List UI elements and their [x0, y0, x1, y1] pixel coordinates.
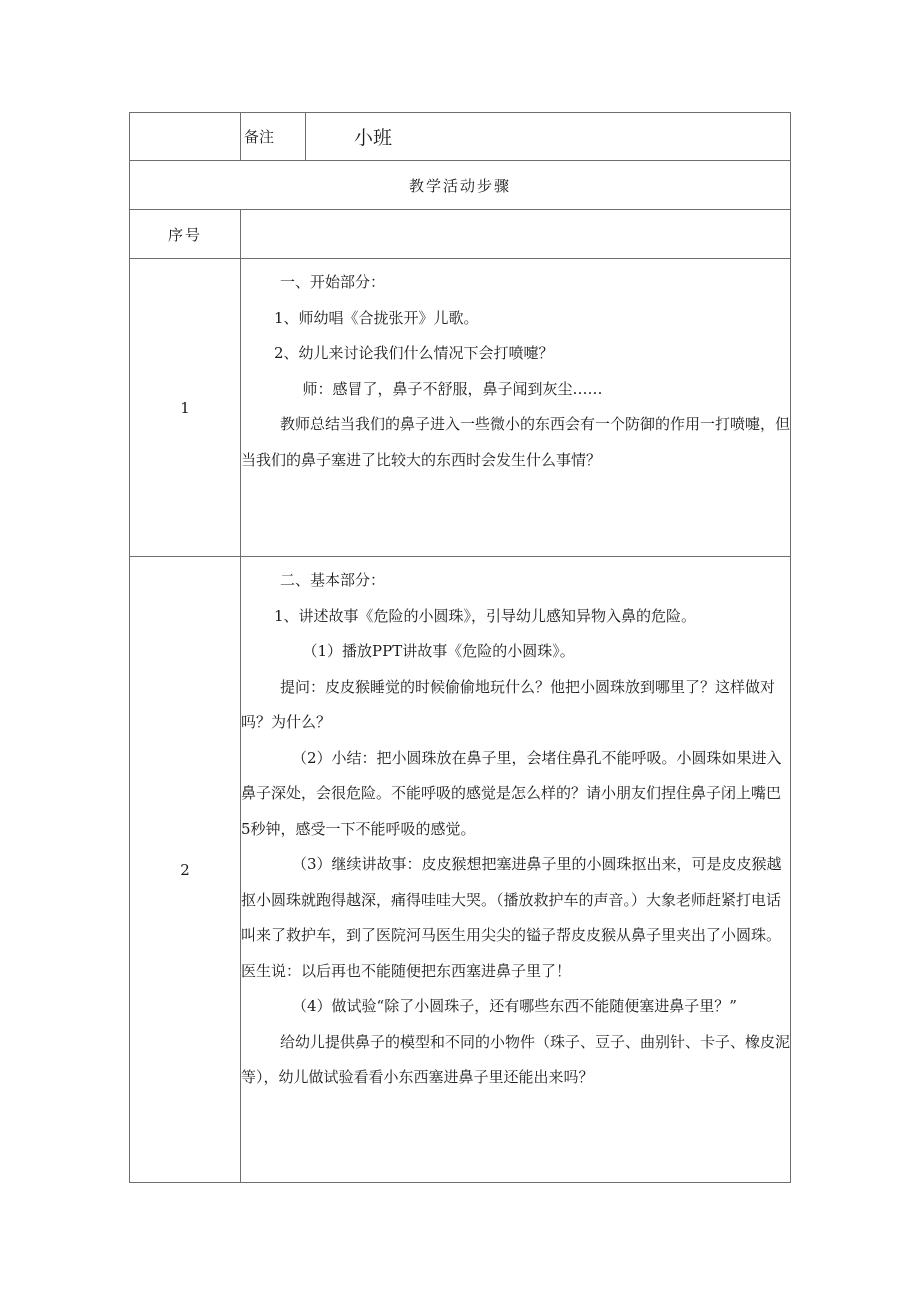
step-row	[130, 557, 791, 1183]
seq-content-header	[241, 210, 791, 259]
empty-cell	[130, 113, 241, 161]
paragraph: （1）播放PPT讲故事《危险的小圆珠》。	[302, 642, 575, 660]
step-content	[241, 259, 791, 557]
seq-label: 序号	[130, 210, 241, 259]
lesson-plan-table	[129, 112, 791, 1183]
paragraph: 教师总结当我们的鼻子进入一些微小的东西会有一个防御的作用一打喷嚏，但当我们的鼻子塞进了比较大的东西时会发生什么事情？	[241, 415, 791, 469]
step-content	[241, 557, 791, 1183]
seq-header-row	[130, 210, 791, 259]
paragraph: （3）继续讲故事：皮皮猴想把塞进鼻子里的小圆珠抠出来，可是皮皮猴越抠小圆珠就跑得越深，痛得哇哇大哭。（播放救护车的声音。）大象老师赶紧打电话叫来了救护车，到了医院河马医生用尖尖的镒子帮皮皮猴从鼻子里夹出了小圆珠。医生说：以后再也不能随便把东西塞进鼻子里了！	[241, 855, 782, 980]
step-row	[130, 259, 791, 557]
remark-label: 备注	[241, 113, 306, 161]
paragraph: 1、师幼唱《合拢张开》儿歌。	[274, 308, 479, 327]
section-title-row	[130, 161, 791, 210]
paragraph: 1、讲述故事《危险的小圆珠》，引导幼儿感知异物入鼻的危险。	[274, 606, 697, 625]
paragraph: 一、开始部分：	[280, 273, 386, 291]
section-title: 教学活动步骤	[130, 161, 791, 210]
remark-row	[130, 113, 791, 161]
paragraph: 二、基本部分：	[280, 571, 386, 589]
paragraph: 提问：皮皮猴睡觉的时候偷偷地玩什么？他把小圆珠放到哪里了？这样做对吗？为什么？	[241, 677, 776, 731]
paragraph: 师：感冒了，鼻子不舒服，鼻子闻到灰尘……	[302, 379, 603, 398]
step-number: 2	[130, 557, 241, 1183]
paragraph: 给幼儿提供鼻子的模型和不同的小物件（珠子、豆子、曲别针、卡子、橡皮泥等），幼儿做试验看看小东西塞进鼻子里还能出来吗？	[241, 1032, 791, 1086]
step-number: 1	[130, 259, 241, 557]
paragraph: 2、幼儿来讨论我们什么情况下会打喷嚏？	[274, 344, 554, 362]
paragraph: （4）做试验“除了小圆珠子，还有哪些东西不能随便塞进鼻子里？”	[292, 997, 737, 1015]
paragraph: （2）小结：把小圆珠放在鼻子里，会堵住鼻孔不能呼吸。小圆珠如果进入鼻子深处，会很危险。不能呼吸的感觉是怎么样的？请小朋友们捏住鼻子闭上嘴巴5秒钟，感受一下不能呼吸的感觉。	[241, 748, 782, 838]
remark-value: 小班	[306, 113, 791, 161]
